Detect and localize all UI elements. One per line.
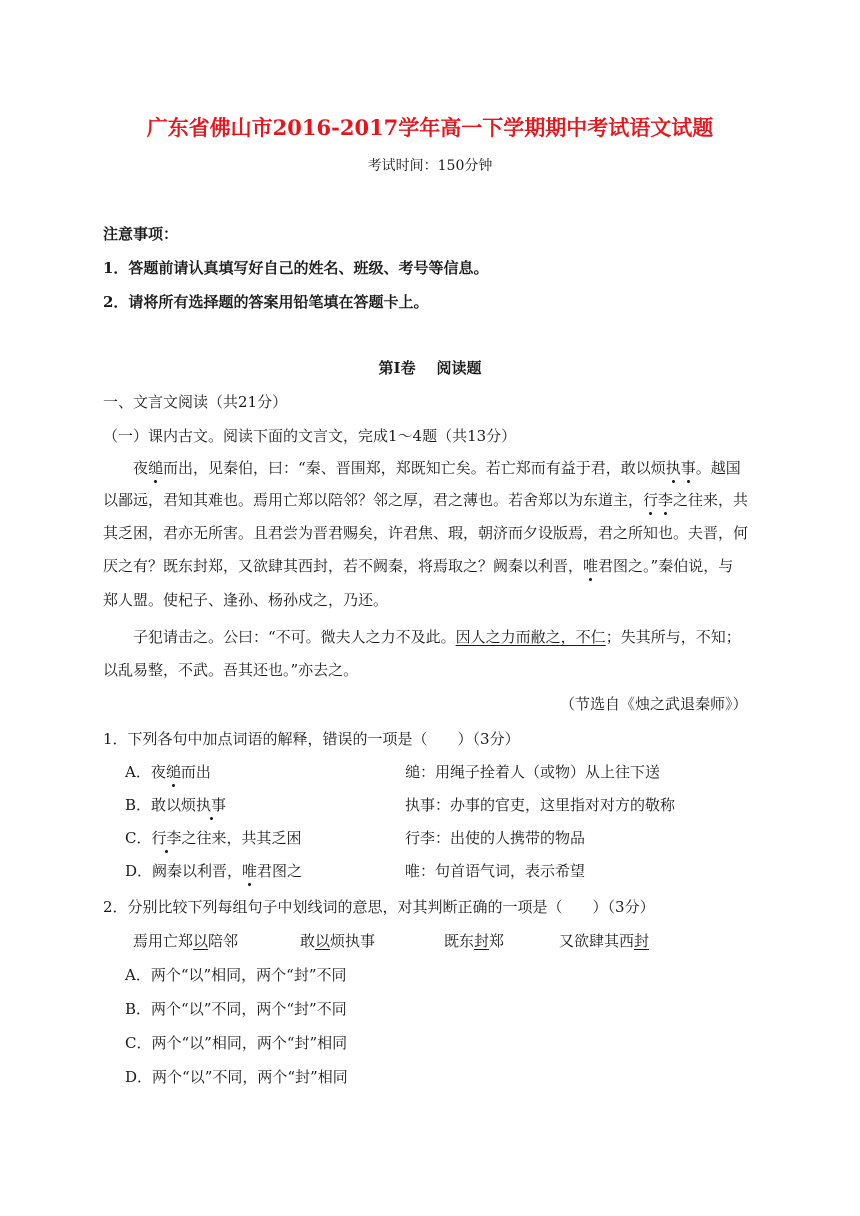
q2-sentence (300, 931, 375, 951)
notice-heading: 注意事项： (103, 225, 179, 243)
q1-option-b-explanation: 执事：办事的官吏，这里指对对方的敬称 (405, 796, 676, 814)
passage-text: 而出，见秦伯，曰：“秦、晋围郑，郑既知亡矣。若亡郑而有益于君，敢以烦 (163, 459, 666, 477)
notice-item: 1．答题前请认真填写好自己的姓名、班级、考号等信息。 (103, 259, 489, 277)
passage-line (133, 458, 741, 478)
passage-line (133, 627, 741, 647)
dotted-word: 事 (680, 459, 696, 477)
passage-line: 郑人盟。使杞子、逢孙、杨孙戍之，乃还。 (103, 591, 389, 609)
q2-sentence (559, 931, 649, 951)
question-stem: 2．分别比较下列每组句子中划线词的意思，对其判断正确的一项是（ ）（3分） (103, 898, 655, 916)
dotted-word: 缒 (165, 763, 181, 781)
dotted-word: 缒 (148, 459, 164, 477)
q1-option-b (125, 795, 226, 815)
q2-sentence (444, 931, 504, 951)
option-text: 而出 (180, 763, 211, 781)
underlined-word: 封 (634, 932, 650, 950)
sentence-text: 焉用亡郑 (133, 932, 194, 950)
underlined-sentence: 因人之力而敝之，不仁 (455, 628, 606, 646)
sentence-text: 烦执事 (330, 932, 376, 950)
question-stem: 1．下列各句中加点词语的解释，错误的一项是（ ）（3分） (103, 730, 520, 748)
passage-source: （节选自《烛之武退秦师》） (560, 695, 748, 713)
q1-option-d (125, 861, 302, 881)
passage-text: 厌之有？既东封郑，又欲肆其西封，若不阙秦，将焉取之？阙秦以利晋， (103, 557, 584, 575)
sentence-text: 郑 (489, 932, 505, 950)
q2-option-d: D．两个“以”不同，两个“封”相同 (125, 1068, 348, 1086)
q1-option-c-explanation: 行李：出使的人携带的物品 (405, 829, 586, 847)
document-title: 广东省佛山市2016-2017学年高一下学期期中考试语文试题 (146, 115, 714, 140)
underlined-word: 以 (315, 932, 331, 950)
passage-line: 其乏困，君亦无所害。且君尝为晋君赐矣，许君焦、瑕，朝济而夕设版焉，君之所知也。夫晋，何 (103, 524, 749, 542)
dotted-word: 执 (665, 459, 681, 477)
sentence-text: 陪邻 (208, 932, 239, 950)
q2-option-b: B．两个“以”不同，两个“封”不同 (125, 1000, 347, 1018)
dotted-word: 行 (643, 491, 659, 509)
option-text: C． (125, 829, 152, 847)
dotted-word: 李 (658, 491, 674, 509)
passage-text: ；失其所与，不知； (605, 628, 741, 646)
passage-text: 夜 (133, 459, 149, 477)
notice-item: 2．请将所有选择题的答案用铅笔填在答题卡上。 (103, 293, 429, 311)
q2-option-a: A．两个“以”相同，两个“封”不同 (125, 966, 347, 984)
passage-text: 君图之。”秦伯说，与 (598, 557, 734, 575)
passage-line: 以乱易整，不武。吾其还也。”亦去之。 (103, 661, 359, 679)
passage-line (103, 490, 748, 510)
part-heading: 一、文言文阅读（共21分） (103, 393, 288, 411)
passage-text: 。越国 (695, 459, 741, 477)
passage-text: 子犯请击之。公曰：“不可。微夫人之力不及此。 (133, 628, 456, 646)
sentence-text: 又欲肆其西 (559, 932, 635, 950)
option-text: A．夜 (125, 763, 166, 781)
option-text: 君图之 (257, 862, 303, 880)
option-text: B．敢以烦 (125, 796, 197, 814)
option-text: D．阙秦以利晋， (125, 862, 243, 880)
option-text: 之往来，共其乏困 (181, 829, 302, 847)
passage-text: 以鄙远，君知其难也。焉用亡郑以陪邻？邻之厚，君之薄也。若舍郑以为东道主， (103, 491, 644, 509)
sentence-text: 既东 (444, 932, 475, 950)
q2-option-c: C．两个“以”相同，两个“封”相同 (125, 1034, 348, 1052)
dotted-word: 唯 (583, 557, 599, 575)
underlined-word: 封 (474, 932, 490, 950)
dotted-word: 执事 (196, 796, 227, 814)
passage-line (103, 556, 733, 576)
q1-option-d-explanation: 唯：句首语气词，表示希望 (405, 862, 586, 880)
exam-time: 考试时间：150分钟 (367, 158, 493, 174)
passage-text: 之往来，共 (673, 491, 749, 509)
volume-title: 第Ⅰ卷 阅读题 (378, 359, 482, 377)
dotted-word: 唯 (242, 862, 258, 880)
dotted-word: 行李 (151, 829, 182, 847)
q1-option-a (125, 762, 211, 782)
part-subheading: （一）课内古文。阅读下面的文言文，完成1～4题（共13分） (103, 427, 517, 445)
q1-option-c (125, 828, 302, 848)
q2-sentence (133, 931, 238, 951)
underlined-word: 以 (193, 932, 209, 950)
sentence-text: 敢 (300, 932, 316, 950)
q1-option-a-explanation: 缒：用绳子拴着人（或物）从上往下送 (405, 763, 661, 781)
